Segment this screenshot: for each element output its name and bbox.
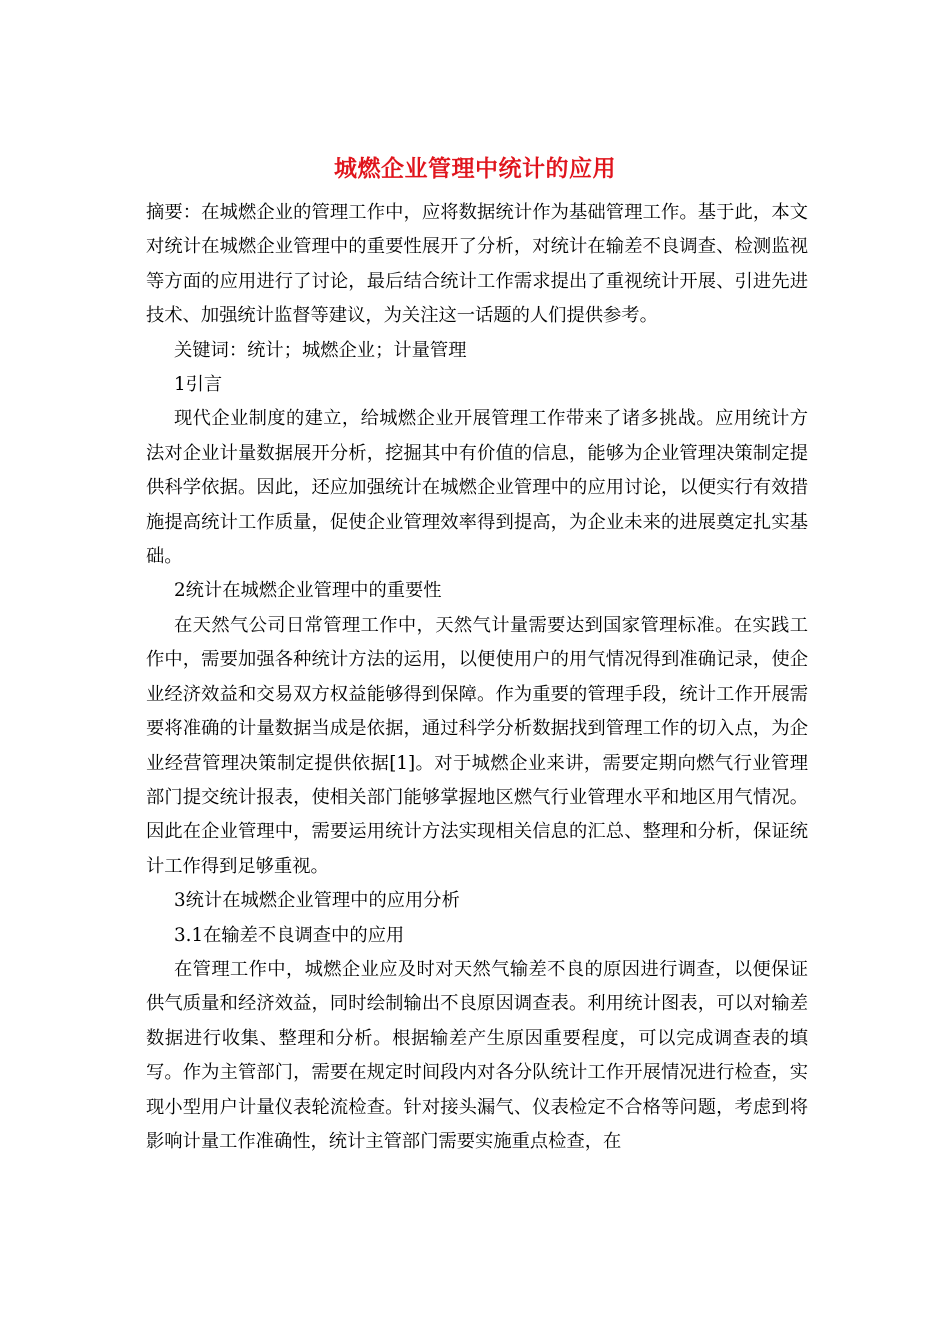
body-paragraph-2: 在天然气公司日常管理工作中，天然气计量需要达到国家管理标准。在实践工作中，需要加强各种统计方法的运用，以便使用户的用气情况得到准确记录，使企业经济效益和交易双方权益能够得到保障。作为重要的管理手段，统计工作开展需要将准确的计量数据当成是依据，通过科学分析数据找到管理工作的切入点，为企业经营管理决策制定提供依据[1]。对于城燃企业来讲，需要定期向燃气行业管理部门提交统计报表，使相关部门能够掌握地区燃气行业管理水平和地区用气情况。因此在企业管理中，需要运用统计方法实现相关信息的汇总、整理和分析，保证统计工作得到足够重视。 [146,614,808,877]
section-heading-3: 3统计在城燃企业管理中的应用分析 [174,890,460,912]
abstract-paragraph: 摘要：在城燃企业的管理工作中，应将数据统计作为基础管理工作。基于此，本文对统计在城燃企业管理中的重要性展开了分析，对统计在输差不良调查、检测监视等方面的应用进行了讨论，最后结合统计工作需求提出了重视统计开展、引进先进技术、加强统计监督等建议，为关注这一话题的人们提供参考。 [146,202,808,327]
document-title: 城燃企业管理中统计的应用 [334,155,616,182]
body-paragraph-3-1: 在管理工作中，城燃企业应及时对天然气输差不良的原因进行调查，以便保证供气质量和经济效益，同时绘制输出不良原因调查表。利用统计图表，可以对输差数据进行收集、整理和分析。根据输差产生原因重要程度，可以完成调查表的填写。作为主管部门，需要在规定时间段内对各分队统计工作开展情况进行检查，实现小型用户计量仪表轮流检查。针对接头漏气、仪表检定不合格等问题，考虑到将影响计量工作准确性，统计主管部门需要实施重点检查，在 [146,958,808,1152]
document-body [146,196,808,1159]
section-heading-2: 2统计在城燃企业管理中的重要性 [174,580,442,602]
section-heading-1: 1引言 [174,374,223,396]
subsection-heading-3-1: 3.1在输差不良调查中的应用 [174,924,405,946]
keywords-line: 关键词：统计；城燃企业；计量管理 [174,339,467,361]
body-paragraph-1: 现代企业制度的建立，给城燃企业开展管理工作带来了诸多挑战。应用统计方法对企业计量数据展开分析，挖掘其中有价值的信息，能够为企业管理决策制定提供科学依据。因此，还应加强统计在城燃企业管理中的应用讨论，以便实行有效措施提高统计工作质量，促使企业管理效率得到提高，为企业未来的进展奠定扎实基础。 [146,408,808,568]
